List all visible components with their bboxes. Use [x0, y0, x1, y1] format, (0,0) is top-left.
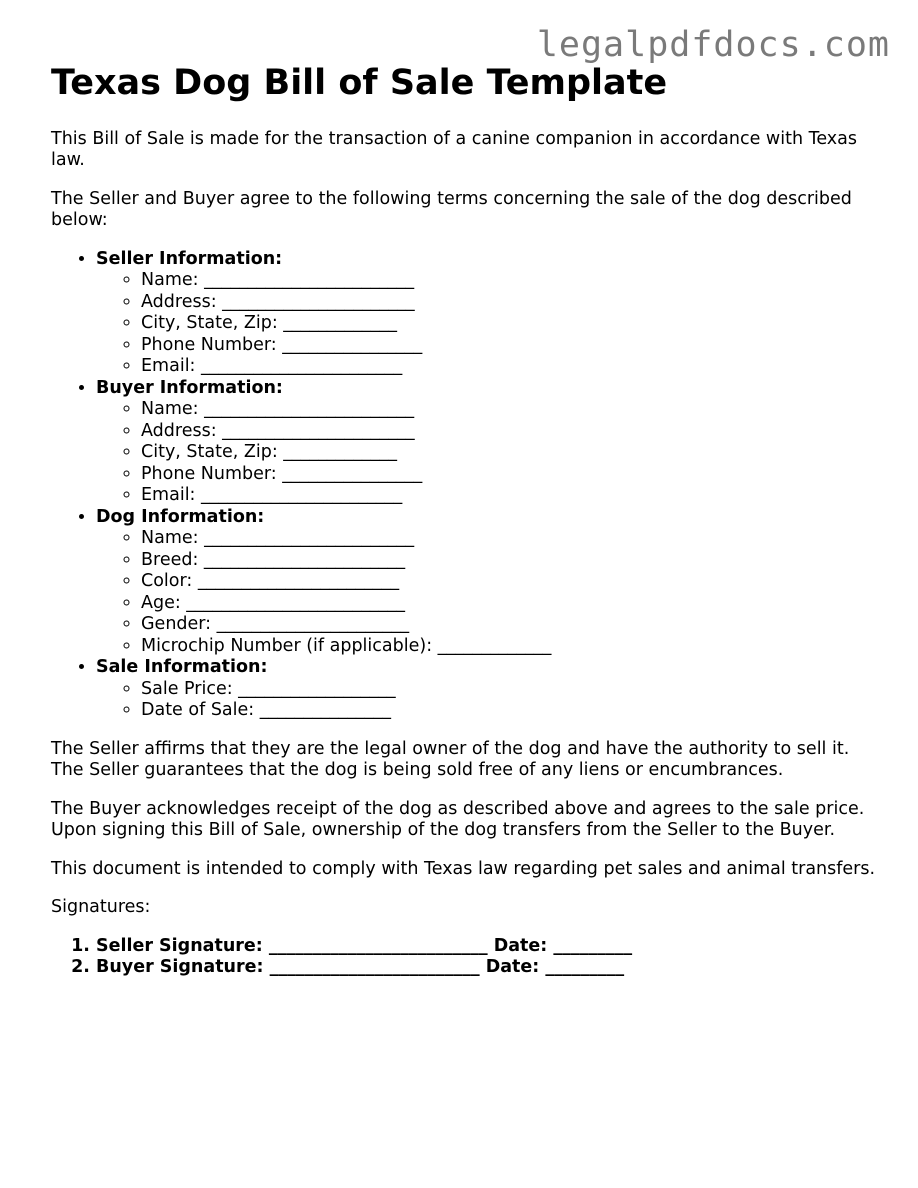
seller-affirmation-paragraph: The Seller affirms that they are the legal owner of the dog and have the authority to sell it. The Seller guarantees that the dog is being sold free of any liens or encumbrances.: [51, 738, 850, 780]
dog-color-field[interactable]: ◦ Color: _______________________: [141, 571, 881, 593]
section-title: Seller Information:: [96, 248, 283, 269]
section-sale-information: [96, 657, 881, 722]
document-body: [51, 64, 881, 979]
sale-date-field[interactable]: ◦ Date of Sale: _______________: [141, 700, 881, 722]
sale-fields: [96, 679, 881, 722]
buyer-address-field[interactable]: ◦ Address: ______________________: [141, 421, 881, 443]
sale-price-field[interactable]: ◦ Sale Price: __________________: [141, 679, 881, 701]
section-title: Dog Information:: [96, 506, 265, 527]
dog-name-field[interactable]: ◦ Name: ________________________: [141, 528, 881, 550]
section-seller-information: [96, 249, 881, 378]
buyer-name-field[interactable]: ◦ Name: ________________________: [141, 399, 881, 421]
signature-list: [51, 936, 881, 979]
seller-fields: [96, 270, 881, 378]
seller-address-field[interactable]: ◦ Address: ______________________: [141, 292, 881, 314]
buyer-email-field[interactable]: ◦ Email: _______________________: [141, 485, 881, 507]
seller-email-field[interactable]: ◦ Email: _______________________: [141, 356, 881, 378]
compliance-paragraph: This document is intended to comply with Texas law regarding pet sales and animal transfers.: [51, 858, 876, 879]
buyer-signature-line[interactable]: 2. Buyer Signature: ________________________ Date: _________: [96, 957, 881, 979]
seller-name-field[interactable]: ◦ Name: ________________________: [141, 270, 881, 292]
intro-paragraph: This Bill of Sale is made for the transaction of a canine companion in accordance with Texas law.: [51, 128, 857, 170]
buyer-city-state-zip-field[interactable]: ◦ City, State, Zip: _____________: [141, 442, 881, 464]
section-dog-information: [96, 507, 881, 658]
dog-gender-field[interactable]: ◦ Gender: ______________________: [141, 614, 881, 636]
section-buyer-information: [96, 378, 881, 507]
section-title: Buyer Information:: [96, 377, 283, 398]
dog-microchip-field[interactable]: ◦ Microchip Number (if applicable): _____________: [141, 636, 881, 658]
buyer-fields: [96, 399, 881, 507]
signatures-label: Signatures:: [51, 897, 151, 917]
buyer-acknowledgement-paragraph: The Buyer acknowledges receipt of the dog as described above and agrees to the sale price. Upon signing this Bill of Sale, ownership of the dog transfers from the Seller to the Buyer.: [51, 798, 865, 840]
document-title: Texas Dog Bill of Sale Template: [51, 63, 668, 103]
information-sections: [51, 249, 881, 722]
seller-phone-field[interactable]: ◦ Phone Number: ________________: [141, 335, 881, 357]
seller-city-state-zip-field[interactable]: ◦ City, State, Zip: _____________: [141, 313, 881, 335]
dog-breed-field[interactable]: ◦ Breed: _______________________: [141, 550, 881, 572]
dog-age-field[interactable]: ◦ Age: _________________________: [141, 593, 881, 615]
dog-fields: [96, 528, 881, 657]
section-title: Sale Information:: [96, 657, 268, 677]
buyer-phone-field[interactable]: ◦ Phone Number: ________________: [141, 464, 881, 486]
terms-preamble: The Seller and Buyer agree to the following terms concerning the sale of the dog described below:: [51, 188, 852, 230]
seller-signature-line[interactable]: 1. Seller Signature: _________________________ Date: _________: [96, 936, 881, 958]
watermark: legalpdfdocs.com: [536, 25, 890, 65]
